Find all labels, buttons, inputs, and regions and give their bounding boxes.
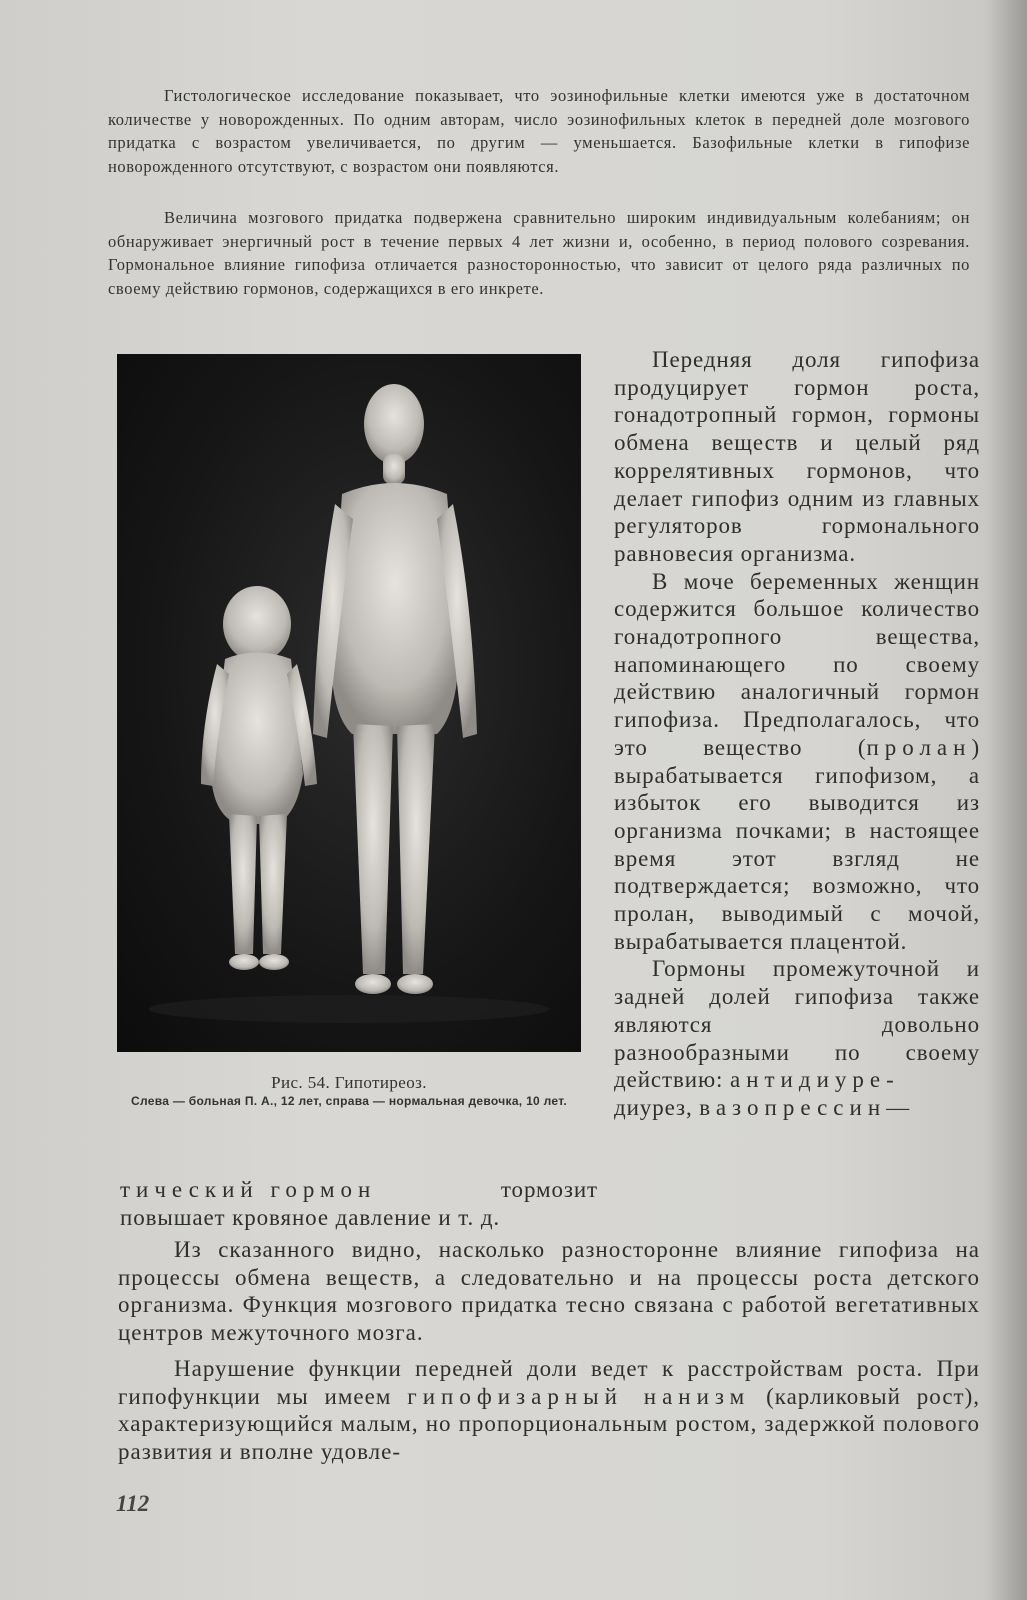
- main-text: [118, 1236, 980, 1466]
- right-column: [614, 346, 980, 1122]
- paragraph-histology: Гистологическое исследование показывает, что эозинофильные клетки имеются уже в достаточном количестве у новорожденных. По одним авторам, число эозинофильных клеток в передней доле мозгового придатка с возрастом увеличивается, по другим — уменьшается. Базофильные клетки в гипофизе новорожденного отсутствуют, с возрастом они появляются.: [108, 86, 970, 176]
- tall-girl-figure: [313, 384, 477, 994]
- spaced-term-antidiuretic-hormone: тический гормон: [120, 1177, 377, 1202]
- second-paragraph: [108, 206, 970, 300]
- figure-caption-text: Слева — больная П. А., 12 лет, справа — нормальная девочка, 10 лет.: [131, 1094, 567, 1108]
- children-photo-illustration: [117, 354, 581, 1052]
- paragraph-anterior-lobe: Передняя доля гипофиза продуцирует гормон роста, гонадотропный гормон, гормоны обмена веществ и целый ряд коррелятивных гормонов, что делает гипофиз одним из главных регуляторов гормонального равновесия организма.: [614, 347, 980, 566]
- small-child-figure: [201, 586, 317, 970]
- figure-photo: [117, 354, 581, 1052]
- continuation-line-2: повышает кровяное давление и т. д.: [120, 1204, 501, 1230]
- paragraph-dysfunction: Нарушение функции передней доли ведет к расстройствам роста. При гипофункции мы имеем гипофизарный нанизм (карликовый рост), характеризующийся малым, но пропорциональным ростом, задержкой полового развития и вполне удовле-: [118, 1355, 981, 1464]
- paragraph-size: Величина мозгового придатка подвержена сравнительно широким индивидуальным колебаниям; он обнаруживает энергичный рост в течение первых 4 лет жизни и, особенно, в период полового созревания. Гормональное влияние гипофиза отличается разносторонностью, что зависит от целого ряда различных по своему действию гормонов, содержащихся в его инкрете.: [108, 208, 970, 298]
- page-number: 112: [116, 1491, 150, 1516]
- paragraph-influence: Из сказанного видно, насколько разносторонне влияние гипофиза на процессы обмена веществ, а следовательно и на процессы роста детского организма. Функция мозгового придатка тесно связана с работой вегетативных центров межуточного мозга.: [118, 1237, 980, 1346]
- spaced-term-antidiuretic: антидиуре-: [729, 1067, 900, 1093]
- spaced-term-vasopressin: вазопрессин: [699, 1094, 887, 1120]
- figure-title: Рис. 54. Гипотиреоз.: [271, 1073, 427, 1092]
- spaced-term-nanism: гипофизарный нанизм: [407, 1383, 751, 1409]
- continuation-line-1: тический гормон тормозит: [120, 1177, 598, 1202]
- figure-caption: [110, 1072, 588, 1108]
- paragraph-pregnancy: В моче беременных женщин содержится большое количество гонадотропного вещества, напоминающего по своему действию аналогичный гормон гипофиза. Предполагалось, что это вещество (пролан) вырабатывается гипофизом, а избыток его выводится из организма почками; в настоящее время этот взгляд не подтверждается; возможно, что пролан, выводимый с мочой, вырабатывается плацентой.: [614, 568, 980, 954]
- continuation-lines: [120, 1176, 598, 1231]
- spaced-term-prolan: пролан: [866, 734, 972, 760]
- intro-paragraph: [108, 84, 970, 178]
- paragraph-posterior-lobe: Гормоны промежуточной и задней долей гипофиза также являются довольно разнообразными по своему действию: антидиуре- диурез, вазопрессин—: [614, 956, 980, 1120]
